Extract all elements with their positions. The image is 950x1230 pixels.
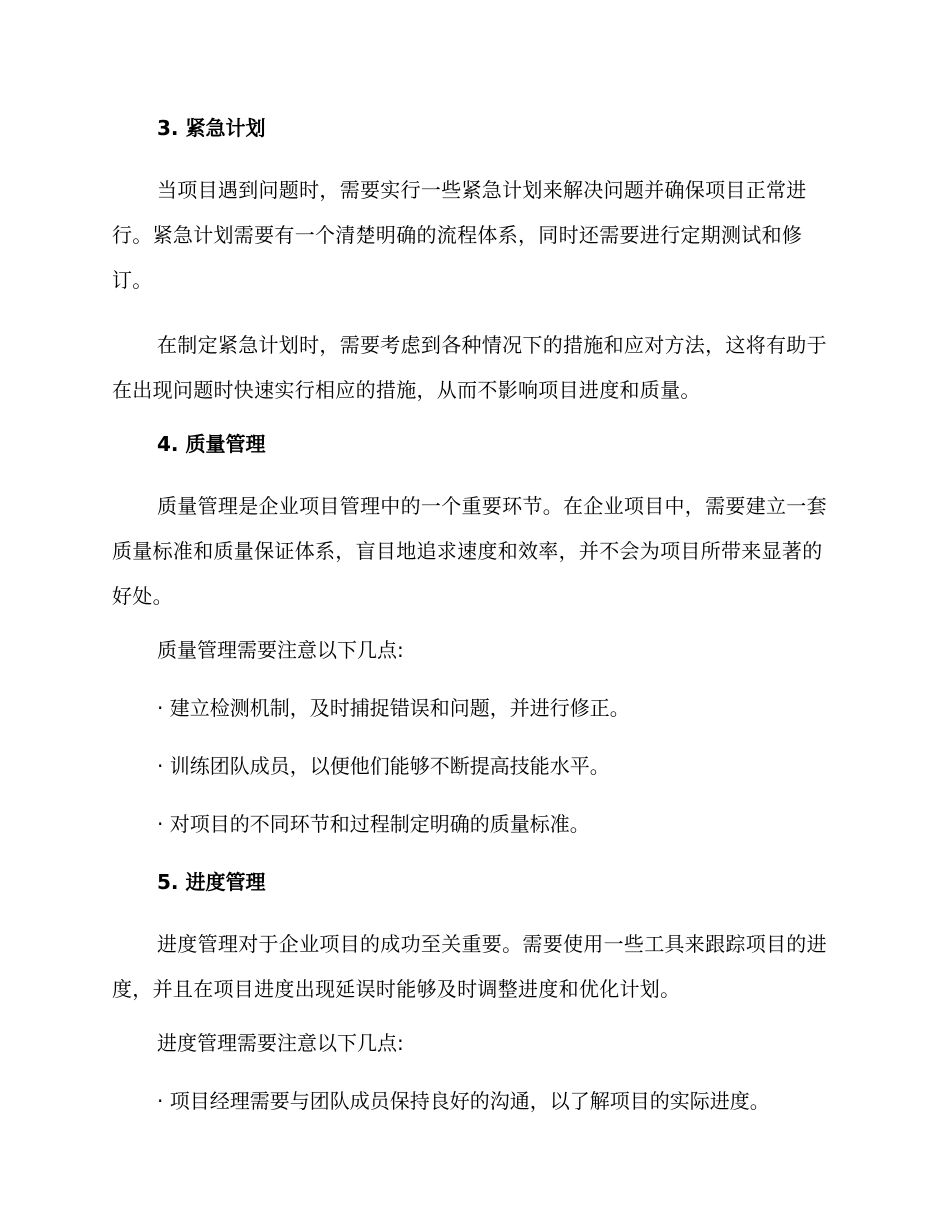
list-item: · 对项目的不同环节和过程制定明确的质量标准。 <box>157 812 590 836</box>
paragraph: 当项目遇到问题时，需要实行一些紧急计划来解决问题并确保项目正常进行。紧急计划需要有一个清楚明确的流程体系，同时还需要进行定期测试和修订。 <box>112 178 807 292</box>
paragraph: 在制定紧急计划时，需要考虑到各种情况下的措施和应对方法，这将有助于在出现问题时快速实行相应的措施，从而不影响项目进度和质量。 <box>112 333 827 402</box>
list-item: · 项目经理需要与团队成员保持良好的沟通，以了解项目的实际进度。 <box>157 1089 770 1113</box>
list-item: · 建立检测机制，及时捕捉错误和问题，并进行修正。 <box>157 696 630 720</box>
document-body <box>112 110 832 1141</box>
section-heading-schedule-management: 5. 进度管理 <box>157 870 266 894</box>
paragraph: 进度管理对于企业项目的成功至关重要。需要使用一些工具来跟踪项目的进度，并且在项目进度出现延误时能够及时调整进度和优化计划。 <box>112 932 827 1001</box>
list-intro: 质量管理需要注意以下几点: <box>157 638 404 662</box>
list-item: · 训练团队成员，以便他们能够不断提高技能水平。 <box>157 754 610 778</box>
paragraph: 质量管理是企业项目管理中的一个重要环节。在企业项目中，需要建立一套质量标准和质量保证体系，盲目地追求速度和效率，并不会为项目所带来显著的好处。 <box>112 494 827 608</box>
section-heading-quality-management: 4. 质量管理 <box>157 432 266 456</box>
list-intro: 进度管理需要注意以下几点: <box>157 1031 404 1055</box>
section-heading-emergency-plan: 3. 紧急计划 <box>157 116 266 140</box>
